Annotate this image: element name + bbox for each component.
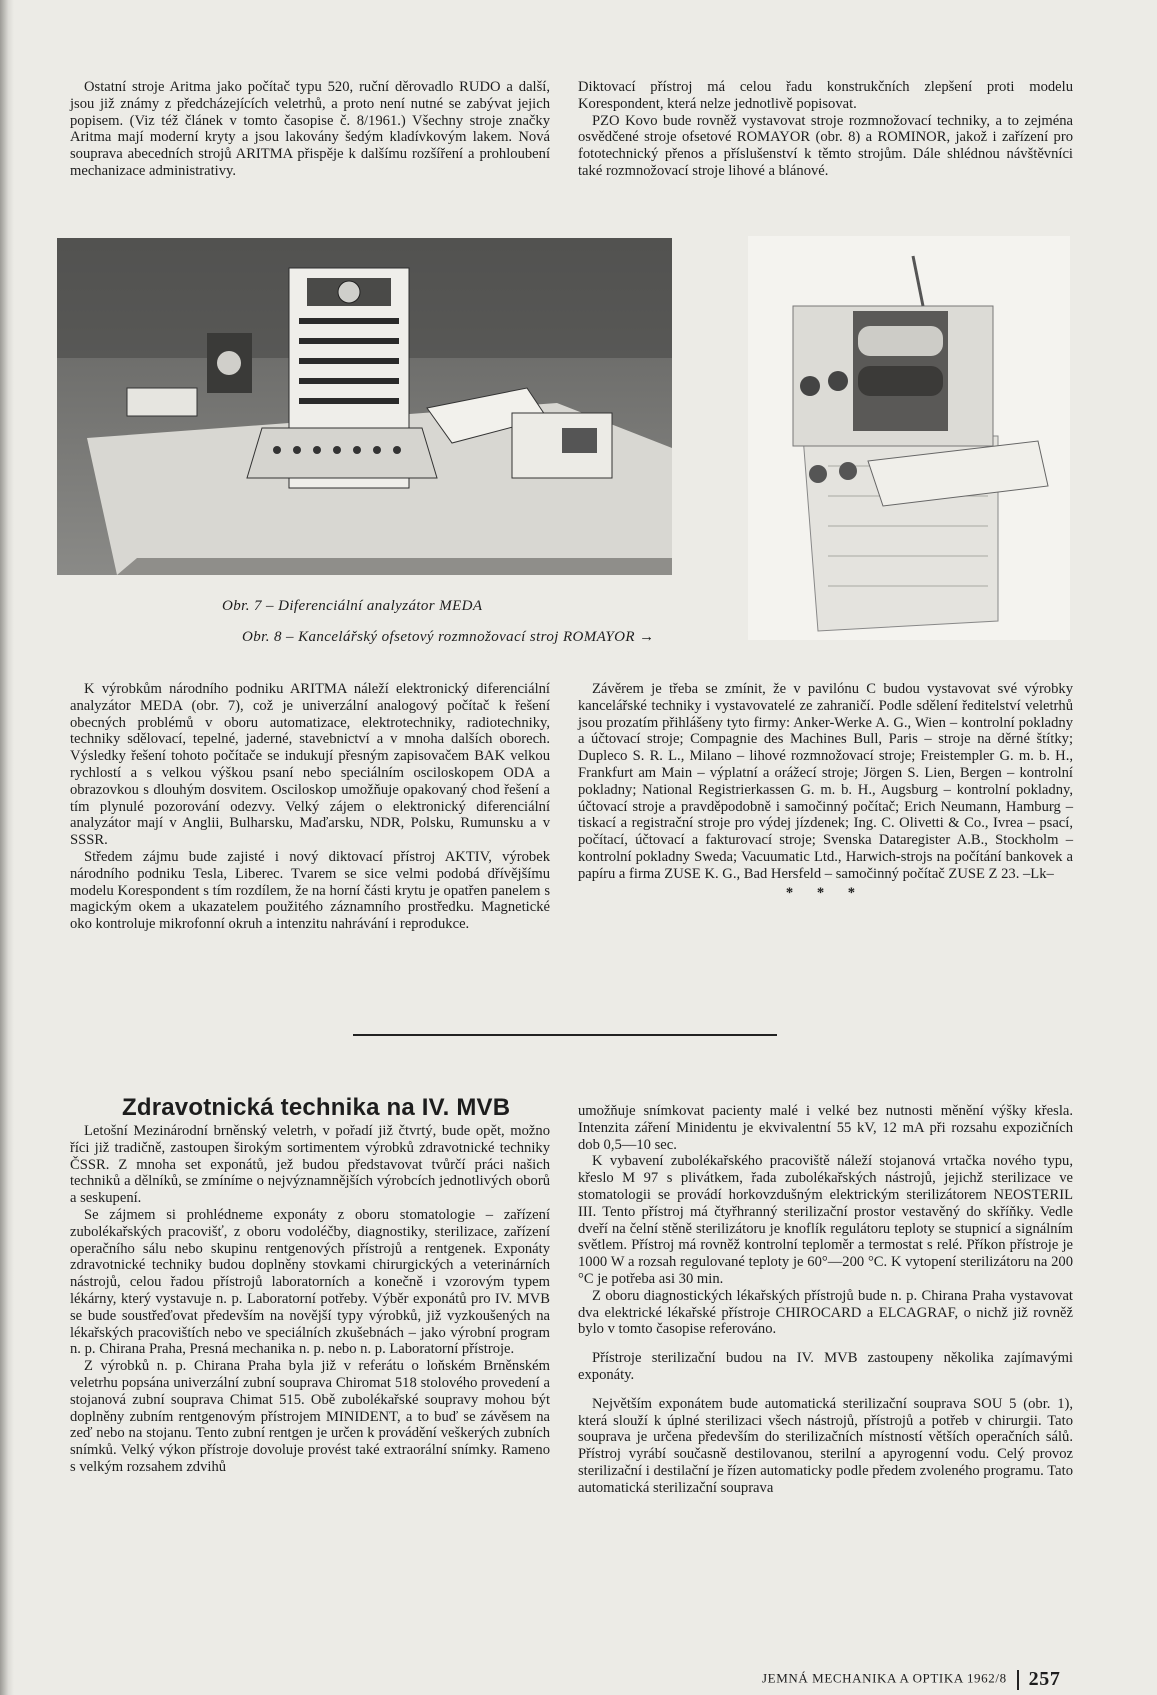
paragraph: Středem zájmu bude zajisté i nový diktovací přístroj AKTIV, výrobek národního podniku Tesla, Liberec. Tvarem se sice velmi podobá dřívějšímu modelu Korespondent s tím rozdílem, že na horní části krytu je opatřen panelem s magickým okem a ukazatelem použitého záznamního prostředku. Magnetické oko kontroluje mikrofonní okruh a intenzitu nahrávání i reprodukce. xyxy=(70,848,550,933)
page-number: 257 xyxy=(1028,1668,1061,1690)
column-middle-left xyxy=(70,681,550,933)
paragraph: Z výrobků n. p. Chirana Praha byla již v referátu o loňském Brněnském veletrhu popsána univerzální zubní souprava Chiromat 518 stolového provedení a stojanová zubní souprava Chimat 515. Obě zubolékařské soupravy mohou být doplněny zubním rentgenovým přístrojem MINIDENT, a to buď se závěsem na zeď nebo na stojanu. Tento zubní rentgen je určen k provádění veškerých zubních snímků. Velký výkon přístroje dovoluje provést také extraorální snímky. Rameno s velkým rozsahem zdvihů xyxy=(70,1358,550,1475)
paragraph: K vybavení zubolékařského pracoviště náleží stojanová vrtačka nového typu, křeslo M 97 s plivátkem, řada zubolékařských nástrojů, jejichž sterilizace ve stomatologii se provádí horkovzdušným elektrickým sterilizátorem NEOSTERIL III. Tento přístroj má čtyřhranný sterilizační prostor vestavěný do skříňky. Vedle dveří na čelní stěně sterilizátoru je knoflík regulátoru teploty se stupnicí a signálním světlem. Přístroj má rovněž kontrolní teploměr a termostat s relé. Příkon přístroje je 1000 W a rozsah regulované teploty je 60°—200 °C. K vytopení sterilizátoru na 200 °C je potřeba asi 30 min. xyxy=(578,1153,1073,1287)
column-top-left xyxy=(70,79,550,180)
paragraph: Z oboru diagnostických lékařských přístrojů bude n. p. Chirana Praha vystavovat dva elektrické lékařské přístroje CHIROCARD a ELCAGRAF, o nichž již rovněž bylo v tomto časopise referováno. xyxy=(578,1287,1073,1338)
paragraph: PZO Kovo bude rovněž vystavovat stroje rozmnožovací techniky, a to zejména osvědčené stroje ofsetové ROMAYOR (obr. 8) a ROMINOR, jakož i zařízení pro fototechnický přenos a příslušenství k těmto strojům. Dále shlédnou návštěvníci také rozmnožovací stroje lihové a blánové. xyxy=(578,112,1073,179)
column-top-right xyxy=(578,79,1073,180)
figure-8-caption: Obr. 8 – Kancelářský ofsetový rozmnožovací stroj ROMAYOR → xyxy=(242,629,655,645)
paragraph: Se zájmem si prohlédneme exponáty z oboru stomatologie – zařízení zubolékařských pracovišť, z oboru vodoléčby, diagnostiky, sterilizace, zařízení operačního sálu nebo skupinu rentgenových přístrojů a rentgenek. Exponáty zdravotnické techniky budou doplněny stovkami chirurgických a veterinárních nástrojů, celou řadou přístrojů laboratorních a konečně i vzorovým typem lékárny, který vystavuje n. p. Laboratorní potřeby. Výběr exponátů pro IV. MVB se bude soustřeďovat především na novější typy výrobků, již vyzkoušených na lékařských pracovištích nebo ve speciálních zkušebnách – jako výrobní program n. p. Chirana Praha, Presná mechanika n. p. nebo n. p. Laboratorní přístroje. xyxy=(70,1206,550,1358)
journal-name: JEMNÁ MECHANIKA A OPTIKA 1962/8 xyxy=(762,1670,1007,1686)
page-footer xyxy=(762,1668,1060,1691)
column-middle-right xyxy=(578,681,1073,901)
meda-analyzer-illustration xyxy=(57,238,672,575)
column-bottom-right xyxy=(578,1103,1073,1497)
footer-divider xyxy=(1017,1670,1019,1690)
paragraph: Letošní Mezinárodní brněnský veletrh, v pořadí již čtvrtý, bude opět, možno říci již tradičně, zastoupen širokým sortimentem výrobků zdravotnické techniky ČSSR. Z mnoha set exponátů, jež budou představovat tvůrčí práci našich techniků a dělníků, se zmíníme o nejvýznamnějších výrobcích jednotlivých oborů a seskupení. xyxy=(70,1123,550,1207)
binding-gutter-shadow xyxy=(0,0,14,1695)
figure-7-caption: Obr. 7 – Diferenciální analyzátor MEDA xyxy=(222,598,483,614)
paragraph: Ostatní stroje Aritma jako počítač typu 520, ruční děrovadlo RUDO a další, jsou již známy z předcházejících veletrhů, a proto není nutné se zabývat jejich popisem. (Viz též článek v tomto časopise č. 8/1961.) Všechny stroje značky Aritma mají moderní kryty a jsou lakovány šedým kladívkovým lakem. Nová souprava abecedních strojů ARITMA přispěje k dalšímu rozšíření a prohloubení mechanizace administrativy. xyxy=(70,79,550,179)
figure-8-romayor-photo xyxy=(748,236,1070,640)
paragraph: K výrobkům národního podniku ARITMA náleží elektronický diferenciální analyzátor MEDA (obr. 7), což je univerzální analogový počítač k řešení obecných problémů v oboru automatizace, elektrotechniky, radiotechniky, techniky sdělovací, tepelné, jaderné, stavebnictví a v mnoha dalších oborech. Výsledky řešení tohoto počítače se indukují přesným zapisovačem BAK velkou rychlostí a s velkou výškou psaní nebo speciálním osciloskopem ODA a obrazovkou s dlouhým dosvitem. Osciloskop umožňuje opakovaný chod řešení a tím plynulé pozorování odezvy. Velký zájem o elektronický diferenciální analyzátor mají v Anglii, Bulharsku, Maďarsku, NDR, Polsku, Rumunsku a v SSSR. xyxy=(70,681,550,849)
section-divider-rule xyxy=(353,1034,777,1036)
column-bottom-left xyxy=(70,1123,550,1476)
paragraph: Diktovací přístroj má celou řadu konstrukčních zlepšení proti modelu Korespondent, která nelze jednotlivě popisovat. xyxy=(578,79,1073,112)
paragraph: Přístroje sterilizační budou na IV. MVB zastoupeny několika zajímavými exponáty. xyxy=(578,1350,1073,1383)
section-separator-stars: * * * xyxy=(785,884,866,901)
paragraph: Závěrem je třeba se zmínit, že v pavilónu C budou vystavovat své výrobky kancelářské techniky i vystavovatelé ze zahraničí. Podle sdělení ředitelství veletrhů jsou prozatím přihlášeny tyto firmy: Anker-Werke A. G., Wien – kontrolní pokladny a účtovací stroje; Compagnie des Machines Bull, Paris – stroje na děrné štítky; Dupleco S. R. L., Milano – lihové rozmnožovací stroje; Freistempler G. m. b. H., Frankfurt am Main – výplatní a orážecí stroje; Jörgen S. Lien, Bergen – kontrolní pokladny; National Registrierkassen G. m. b. H., Augsburg – kontrolní pokladny, účtovací stroje a pravděpodobně i samočinný počítač; Erich Neumann, Hamburg – tiskací a registrační stroje pro výdej jízdenek; Ing. C. Olivetti & Co., Ivrea – psací, počítací, účtovací a fakturovací stroje; Svenska Dataregister A.B., Stockholm – kontrolní pokladny Sweda; Vacuumatic Ltd., Harwich-strojs na počítání bankovek a papíru a firma ZUSE K. G., Bad Hersfeld – samočinný počítač ZUSE Z 23. –Lk– xyxy=(578,681,1073,882)
paragraph: umožňuje snímkovat pacienty malé i velké bez nutnosti měnění výšky křesla. Intenzita záření Minidentu je ekvivalentní 55 kV, 12 mA při rozsahu expozičních dob 0,5—10 sec. xyxy=(578,1103,1073,1153)
figure-7-meda-analyzer-photo xyxy=(57,238,672,575)
paragraph: Největším exponátem bude automatická sterilizační souprava SOU 5 (obr. 1), která slouží k úplné sterilizaci všech nástrojů, přístrojů a potřeb v chirurgii. Tato souprava je určena především do sterilizačních místností větších operačních sálů. Přístroj vyrábí současně destilovanou, sterilní a apyrogenní vodu. Celý provoz sterilizační i destilační je řízen automaticky podle předem zvoleného programu. Tato automatická sterilizační souprava xyxy=(578,1395,1073,1496)
romayor-illustration xyxy=(748,236,1070,640)
article-heading: Zdravotnická technika na IV. MVB xyxy=(122,1094,511,1121)
